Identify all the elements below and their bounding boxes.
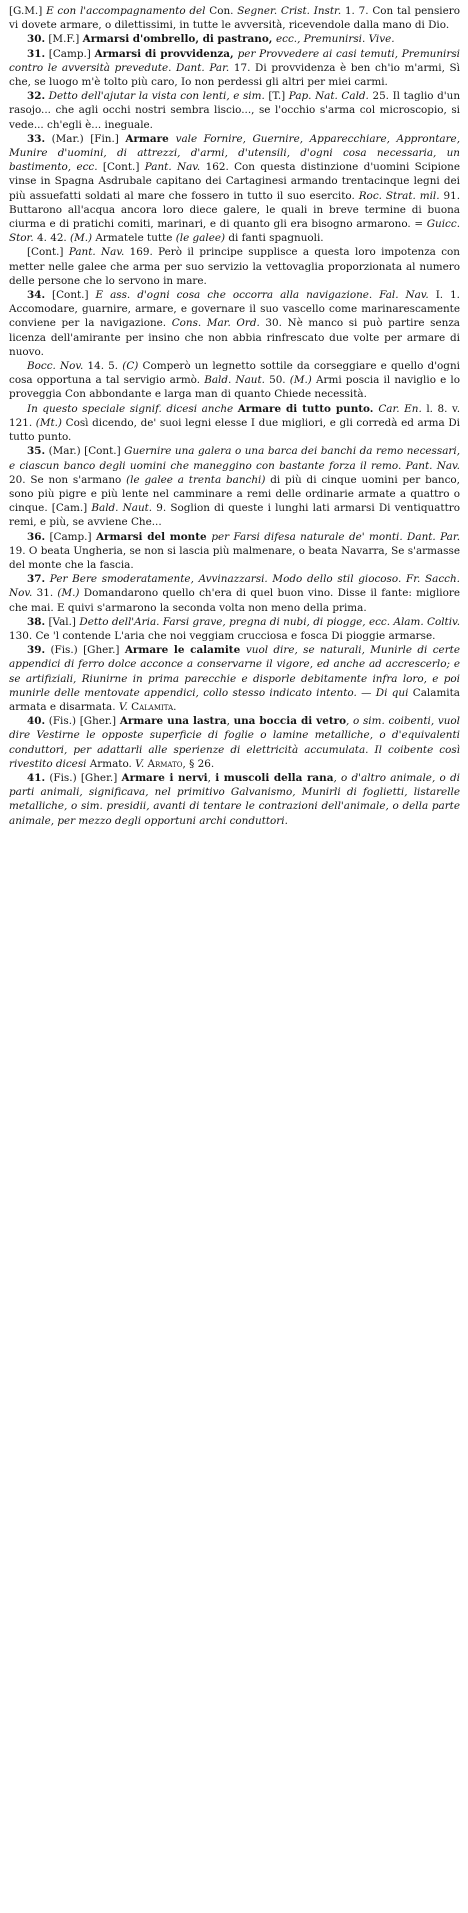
text-run: (le galee a trenta banchi) — [126, 473, 266, 486]
text-run: Bald. Naut. — [91, 502, 153, 515]
text-run: Pant. Nav. — [68, 246, 125, 259]
entry-38 — [9, 615, 460, 643]
text-run: 130. Ce 'l contende L'aria che noi veggiam crucciosa e fosca Di pioggie armarse. — [9, 629, 436, 642]
text-run: Detto dell'Aria. Farsi grave, pregna di nubi, di piogge, ecc. Alam. Coltiv. — [79, 615, 460, 628]
text-run: 39. — [27, 644, 46, 657]
text-run: [T.] — [264, 90, 289, 103]
text-run: vale Fornire, Guernire, Apparecchiare, Approntare, Munire d'uomini, di attrezzi, d'armi, d'utensili, d'ogni cosa necessaria, un bastimento, ecc. — [9, 132, 460, 174]
text-run: , — [207, 771, 216, 784]
entry-41 — [9, 771, 460, 828]
text-run: 14. 5. — [83, 360, 123, 373]
entry-33 — [9, 132, 460, 246]
text-run: (le galee) — [175, 232, 226, 245]
text-run: 31. — [32, 587, 58, 600]
text-run: I. 1. Accomodare, guarnire, armare, e governare il suo vascello come marinarescamente conviene per la navigazione. — [9, 289, 460, 330]
text-run: (Mt.) — [35, 416, 62, 429]
text-run: 37. — [27, 573, 46, 586]
text-run: , o sim. coibenti, vuol dire Vestirne le opposte superficie di foglie o lamine metalliche, o d'equivalenti conduttori, per adattarli alle sperienze di elettricità accumulata. Il coibente così rivestito dicesi — [9, 715, 461, 770]
text-run: Segner. Crist. Instr. — [237, 5, 342, 17]
text-run: In questo speciale signif. dicesi anche — [27, 402, 238, 415]
text-run: E con l'accompagnamento del — [46, 5, 210, 17]
text-run: Domandarono quello ch'era di quel buon vino. Disse il fante: migliore che mai. E quivi s'armarono la seconda volta non meno della prima. — [9, 587, 461, 614]
text-run: E ass. d'ogni cosa che occorra alla navigazione. Fal. Nav. — [95, 289, 429, 302]
entry-continuation — [9, 4, 460, 32]
text-run: , § 26. — [182, 757, 215, 770]
text-run: 30. — [27, 33, 46, 46]
text-run: (Fis.) [Gher.] — [45, 715, 120, 728]
text-run: di fanti spagnuoli. — [225, 232, 324, 245]
text-run: 41. — [27, 771, 46, 784]
text-run: Guernire una galera o una barca dei banchi da remo necessari, e ciascun banco degli uomini che maneggino con bastante forza il remo. Pant. Nav. — [9, 445, 460, 472]
text-run: Bald. Naut. — [204, 374, 265, 387]
text-run: Pap. Nat. Cald. — [288, 90, 369, 103]
text-run: Armato. — [86, 757, 136, 770]
text-run: (Mar.) [Cont.] — [45, 445, 125, 458]
text-run: Calamita. — [131, 700, 177, 713]
text-run: [Cont.] — [97, 161, 145, 174]
text-run: (M.) — [70, 232, 93, 245]
text-run: Calamita armata e disarmata. — [9, 686, 460, 713]
text-run: 36. — [27, 530, 46, 543]
text-run: 30. Nè manco si può partire senza licenza dell'amirante per insino che non abbia rinfrescato due volte per armare di nuovo. — [9, 317, 460, 358]
text-run: Car. En. — [378, 402, 422, 415]
text-run: (Fis.) [Gher.] — [45, 644, 125, 657]
text-run: Armarsi del monte — [95, 530, 212, 543]
text-run: [Camp.] — [45, 47, 95, 60]
entry-34-tutto-punto — [9, 402, 460, 445]
text-run: [Cont.] — [45, 289, 96, 302]
text-run: Comperò un legnetto sottile da corseggiare e quello d'ogni cosa opportuna a tal servigio armò. — [9, 360, 460, 387]
text-run: 17. Di provvidenza è ben ch'io m'armi, Sì che, se luogo m'è tolto più caro, Io non perdessi gli altri per miei carmi. — [9, 61, 460, 89]
text-run: 169. Però il principe supplisce a questa loro impotenza con metter nelle galee che arma per suo servizio la vettovaglia proporzionata al numero delle persone che lo servono in mare. — [9, 246, 460, 287]
text-run: 4. 42. — [33, 232, 71, 245]
text-run: Armarsi d'ombrello, di pastrano, — [82, 33, 276, 46]
text-run: , o d'altro animale, o di parti animali, significava, nel primitivo Galvanismo, Munirli di foglietti, listarelle metalliche, o sim. presidii, avanti di tentare le contrazioni dell'animale, o della parte animale, per mezzo degli opportuni archi conduttori. — [9, 771, 461, 827]
text-run: [Cont.] — [27, 246, 69, 259]
text-run: V. — [118, 700, 128, 713]
text-run: 9. Soglion di queste i lunghi lati armarsi Di ventiquattro remi, e più, se avviene Che... — [9, 502, 460, 529]
text-run: [M.F.] — [45, 33, 83, 46]
text-run: Pant. Nav. — [144, 161, 201, 174]
text-run: 31. — [27, 47, 46, 60]
entry-33-cont — [9, 245, 460, 288]
text-run: (Mar.) [Fin.] — [45, 132, 126, 145]
text-run: Detto dell'ajutar la vista con lenti, e sim. — [45, 90, 265, 103]
text-run: , — [226, 715, 234, 728]
text-run: Cons. Mar. Ord. — [171, 317, 260, 330]
text-run: ecc., Premunirsi. Vive. — [275, 33, 395, 46]
text-run: [Val.] — [45, 615, 80, 628]
text-run: Armare le calamite — [124, 644, 246, 657]
text-run: 91. Buttarono all'acqua ancora loro diece galere, le quali in breve termine di buona ciurma e di pratichi comiti, marinari, e di quanto gli era bisogno armarono. = — [9, 189, 461, 231]
entry-30 — [9, 32, 460, 46]
text-run: Roc. Strat. mil. — [358, 189, 440, 202]
text-run: vuol dire, se naturali, Munirle di certe appendici di ferro dolce acconce a conservarne il vigore, ed anche ad accrescerlo; e se artifiziali, Riunirne in prima parecchie e disporle debitamente infra loro, e poi munirle delle mentovate appendici, collo stesso indicato intento. — Di qui — [9, 644, 460, 699]
entry-36 — [9, 530, 460, 573]
text-run: di più di cinque uomini per banco, sono più pigre e più lente nel camminare a remi delle ordinarie armate a quattro o cinque. [Cam.] — [9, 473, 460, 515]
text-run: Bocc. Nov. — [27, 360, 84, 373]
text-run: Così dicendo, de' suoi legni elesse I due migliori, e gli corredà ed arma Di tutto punto. — [9, 416, 460, 444]
text-run: i muscoli della rana — [215, 771, 334, 784]
text-run: V. — [135, 757, 145, 770]
text-run: 1. 7. Con tal pensiero vi dovete armare, o dilettissimi, in tutte le avversità, ricevendole dalla mano di Dio. — [9, 5, 460, 32]
entry-34-boccaccio — [9, 359, 460, 402]
text-run: Con. — [209, 5, 238, 17]
text-run: 20. Se non s'armano — [9, 473, 127, 486]
text-run: Per Bere smoderatamente, Avvinazzarsi. Modo dello stil giocoso. Fr. Sacch. Nov. — [9, 573, 460, 600]
text-run: Guicc. Stor. — [9, 218, 460, 245]
text-run: 38. — [27, 615, 46, 628]
text-run: (M.) — [289, 374, 312, 387]
text-run: Armare i nervi — [121, 771, 208, 784]
text-run: [G.M.] — [9, 5, 47, 17]
entry-40 — [9, 714, 460, 771]
text-run: 34. — [27, 289, 46, 302]
entry-32 — [9, 89, 460, 132]
text-run: 33. — [27, 132, 46, 145]
text-run: Armarsi di provvidenza, — [94, 47, 238, 60]
text-run: 19. O beata Ungheria, se non si lascia più malmenare, o beata Navarra, Se s'armasse del monte che la fascia. — [9, 544, 460, 571]
text-run: Armato — [147, 757, 183, 770]
text-run: Armi poscia il naviglio e lo proveggia Con abbondante e larga man di quanto Chiede necessità. — [9, 374, 460, 401]
text-run: Armatele tutte — [92, 232, 176, 245]
text-run: 50. — [264, 374, 290, 387]
text-run: (M.) — [57, 587, 80, 600]
text-run: per Provvedere ai casi temuti, Premunirsi contro le avversità prevedute. Dant. Par. — [9, 47, 460, 74]
text-run: 25. Il taglio d'un rasojo... che agli occhi nostri sembra liscio..., se l'occhio s'arma col microscopio, si vede... ch'egli è... ineguale. — [9, 90, 461, 131]
text-run: 40. — [27, 715, 46, 728]
text-run: 35. — [27, 445, 46, 458]
text-run: l. 8. v. 121. — [9, 402, 460, 429]
entry-39 — [9, 643, 460, 714]
entry-31 — [9, 47, 460, 90]
entry-34 — [9, 288, 460, 359]
text-run: [Camp.] — [45, 530, 96, 543]
text-run: (Fis.) [Gher.] — [45, 771, 122, 784]
text-run: (C) — [122, 360, 139, 373]
text-run: Armare una lastra — [119, 715, 227, 728]
text-run: 32. — [27, 90, 46, 103]
text-run: per Farsi difesa naturale de' monti. Dant. Par. — [211, 530, 460, 543]
entry-35 — [9, 444, 460, 529]
text-run: una boccia di vetro — [233, 715, 347, 728]
text-run: 162. Con questa distinzione d'uomini Scipione vinse in Spagna Asdrubale capitano dei Cartaginesi armando trentacinque legni dei più assuefatti soldati al mare che fossero in tutto il suo esercito. — [9, 161, 461, 202]
text-run: Armare di tutto punto. — [237, 402, 379, 415]
entry-37 — [9, 572, 460, 615]
text-run: Armare — [125, 132, 176, 145]
